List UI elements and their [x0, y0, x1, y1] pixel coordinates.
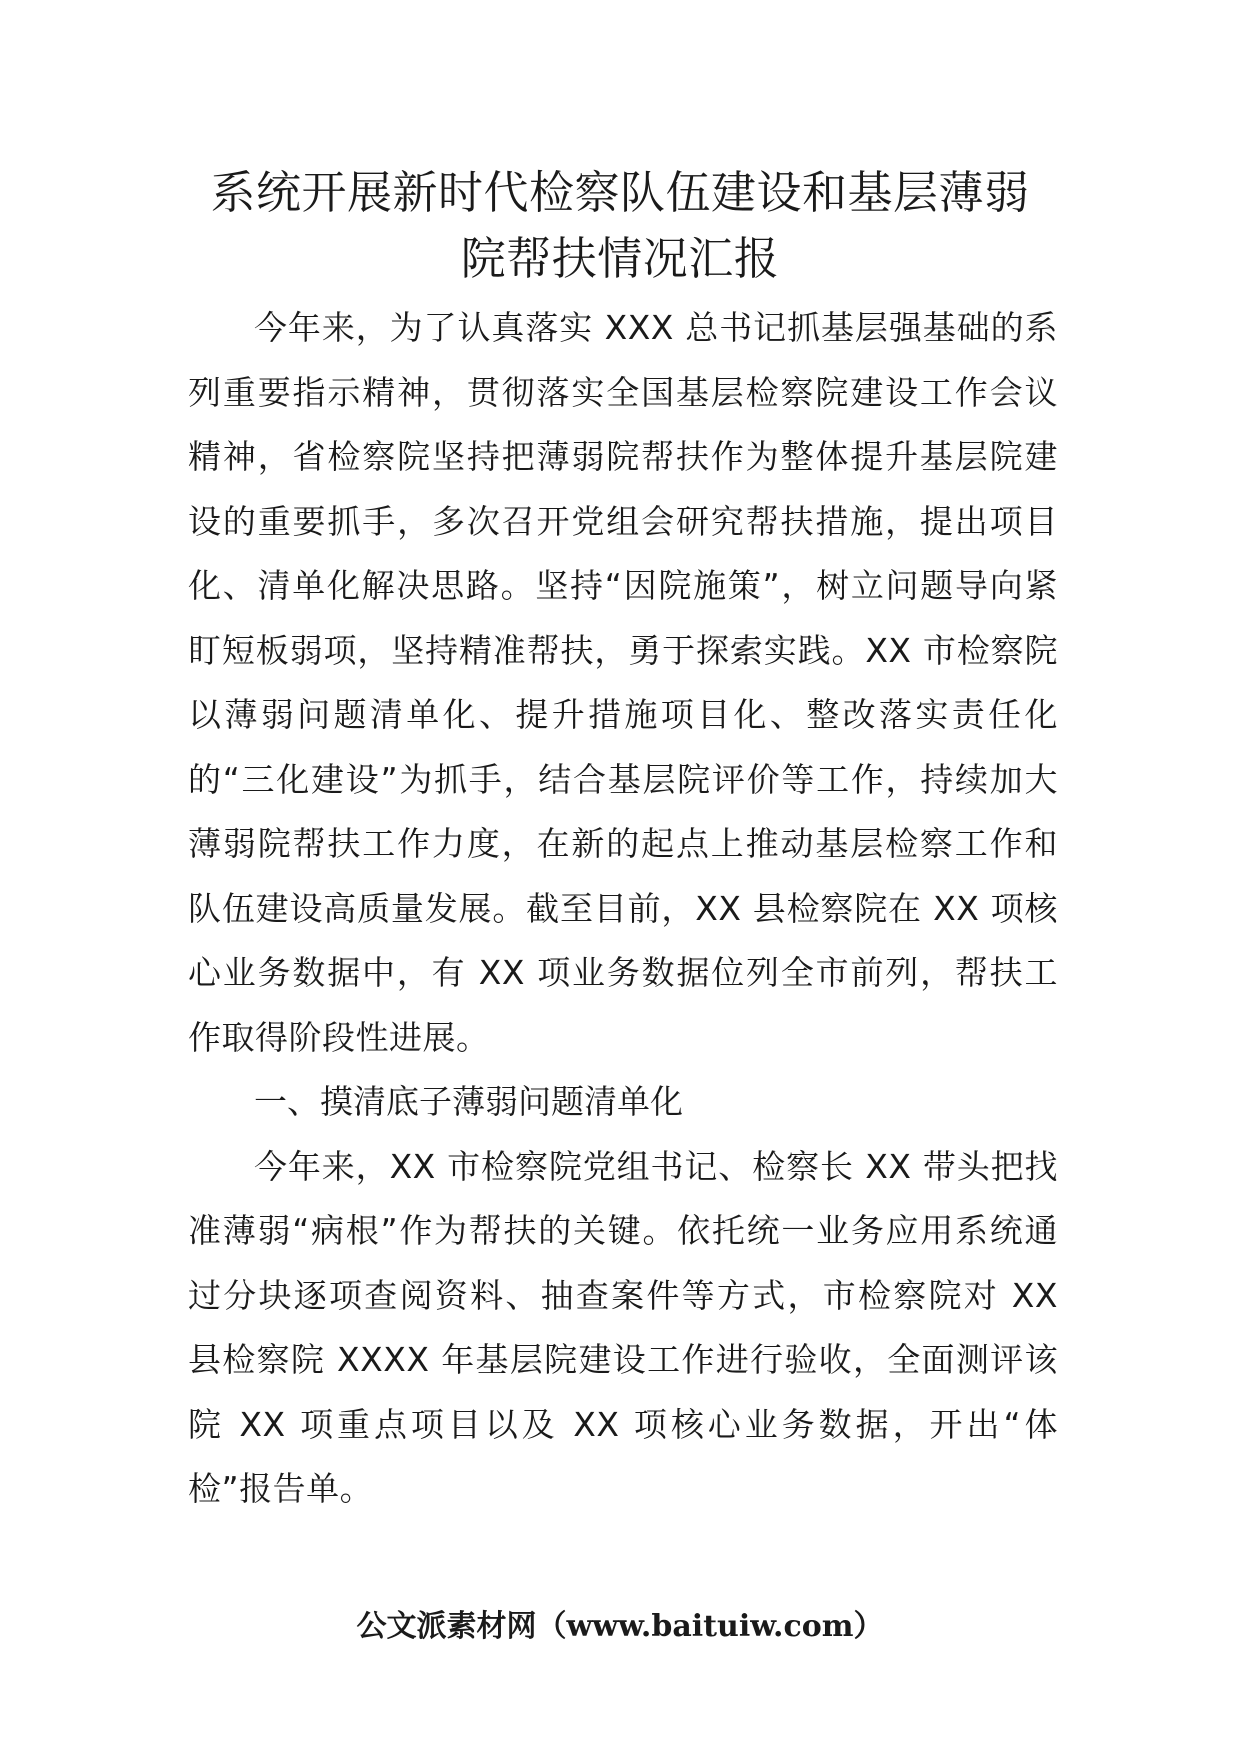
intro-paragraph: 今年来，为了认真落实 XXX 总书记抓基层强基础的系列重要指示精神，贯彻落实全国基层检察院建设工作会议精神，省检察院坚持把薄弱院帮扶作为整体提升基层院建设的重要抓手，多次召开党组会研究帮扶措施，提出项目化、清单化解决思路。坚持“因院施策”，树立问题导向紧盯短板弱项，坚持精准帮扶，勇于探索实践。XX 市检察院以薄弱问题清单化、提升措施项目化、整改落实责任化的“三化建设”为抓手，结合基层院评价等工作，持续加大薄弱院帮扶工作力度，在新的起点上推动基层检察工作和队伍建设高质量发展。截至目前，XX 县检察院在 XX 项核心业务数据中，有 XX 项业务数据位列全市前列，帮扶工作取得阶段性进展。	[188, 308, 1058, 1057]
document-title	[150, 160, 1090, 292]
document-title-line2: 院帮扶情况汇报	[460, 232, 780, 285]
section1-paragraph: 今年来，XX 市检察院党组书记、检察长 XX 带头把找准薄弱“病根”作为帮扶的关键。依托统一业务应用系统通过分块逐项查阅资料、抽查案件等方式，市检察院对 XX 县检察院 XXXX 年基层院建设工作进行验收，全面测评该院 XX 项重点项目以及 XX 项核心业务数据，开出“体检”报告单。	[188, 1146, 1058, 1508]
document-body	[188, 296, 1058, 1522]
document-title-line1: 系统开展新时代检察队伍建设和基层薄弱	[210, 166, 1030, 219]
footer-watermark: 公文派素材网（www.baituiw.com）	[356, 1609, 884, 1644]
section-heading-1: 一、摸清底子薄弱问题清单化	[254, 1082, 683, 1121]
